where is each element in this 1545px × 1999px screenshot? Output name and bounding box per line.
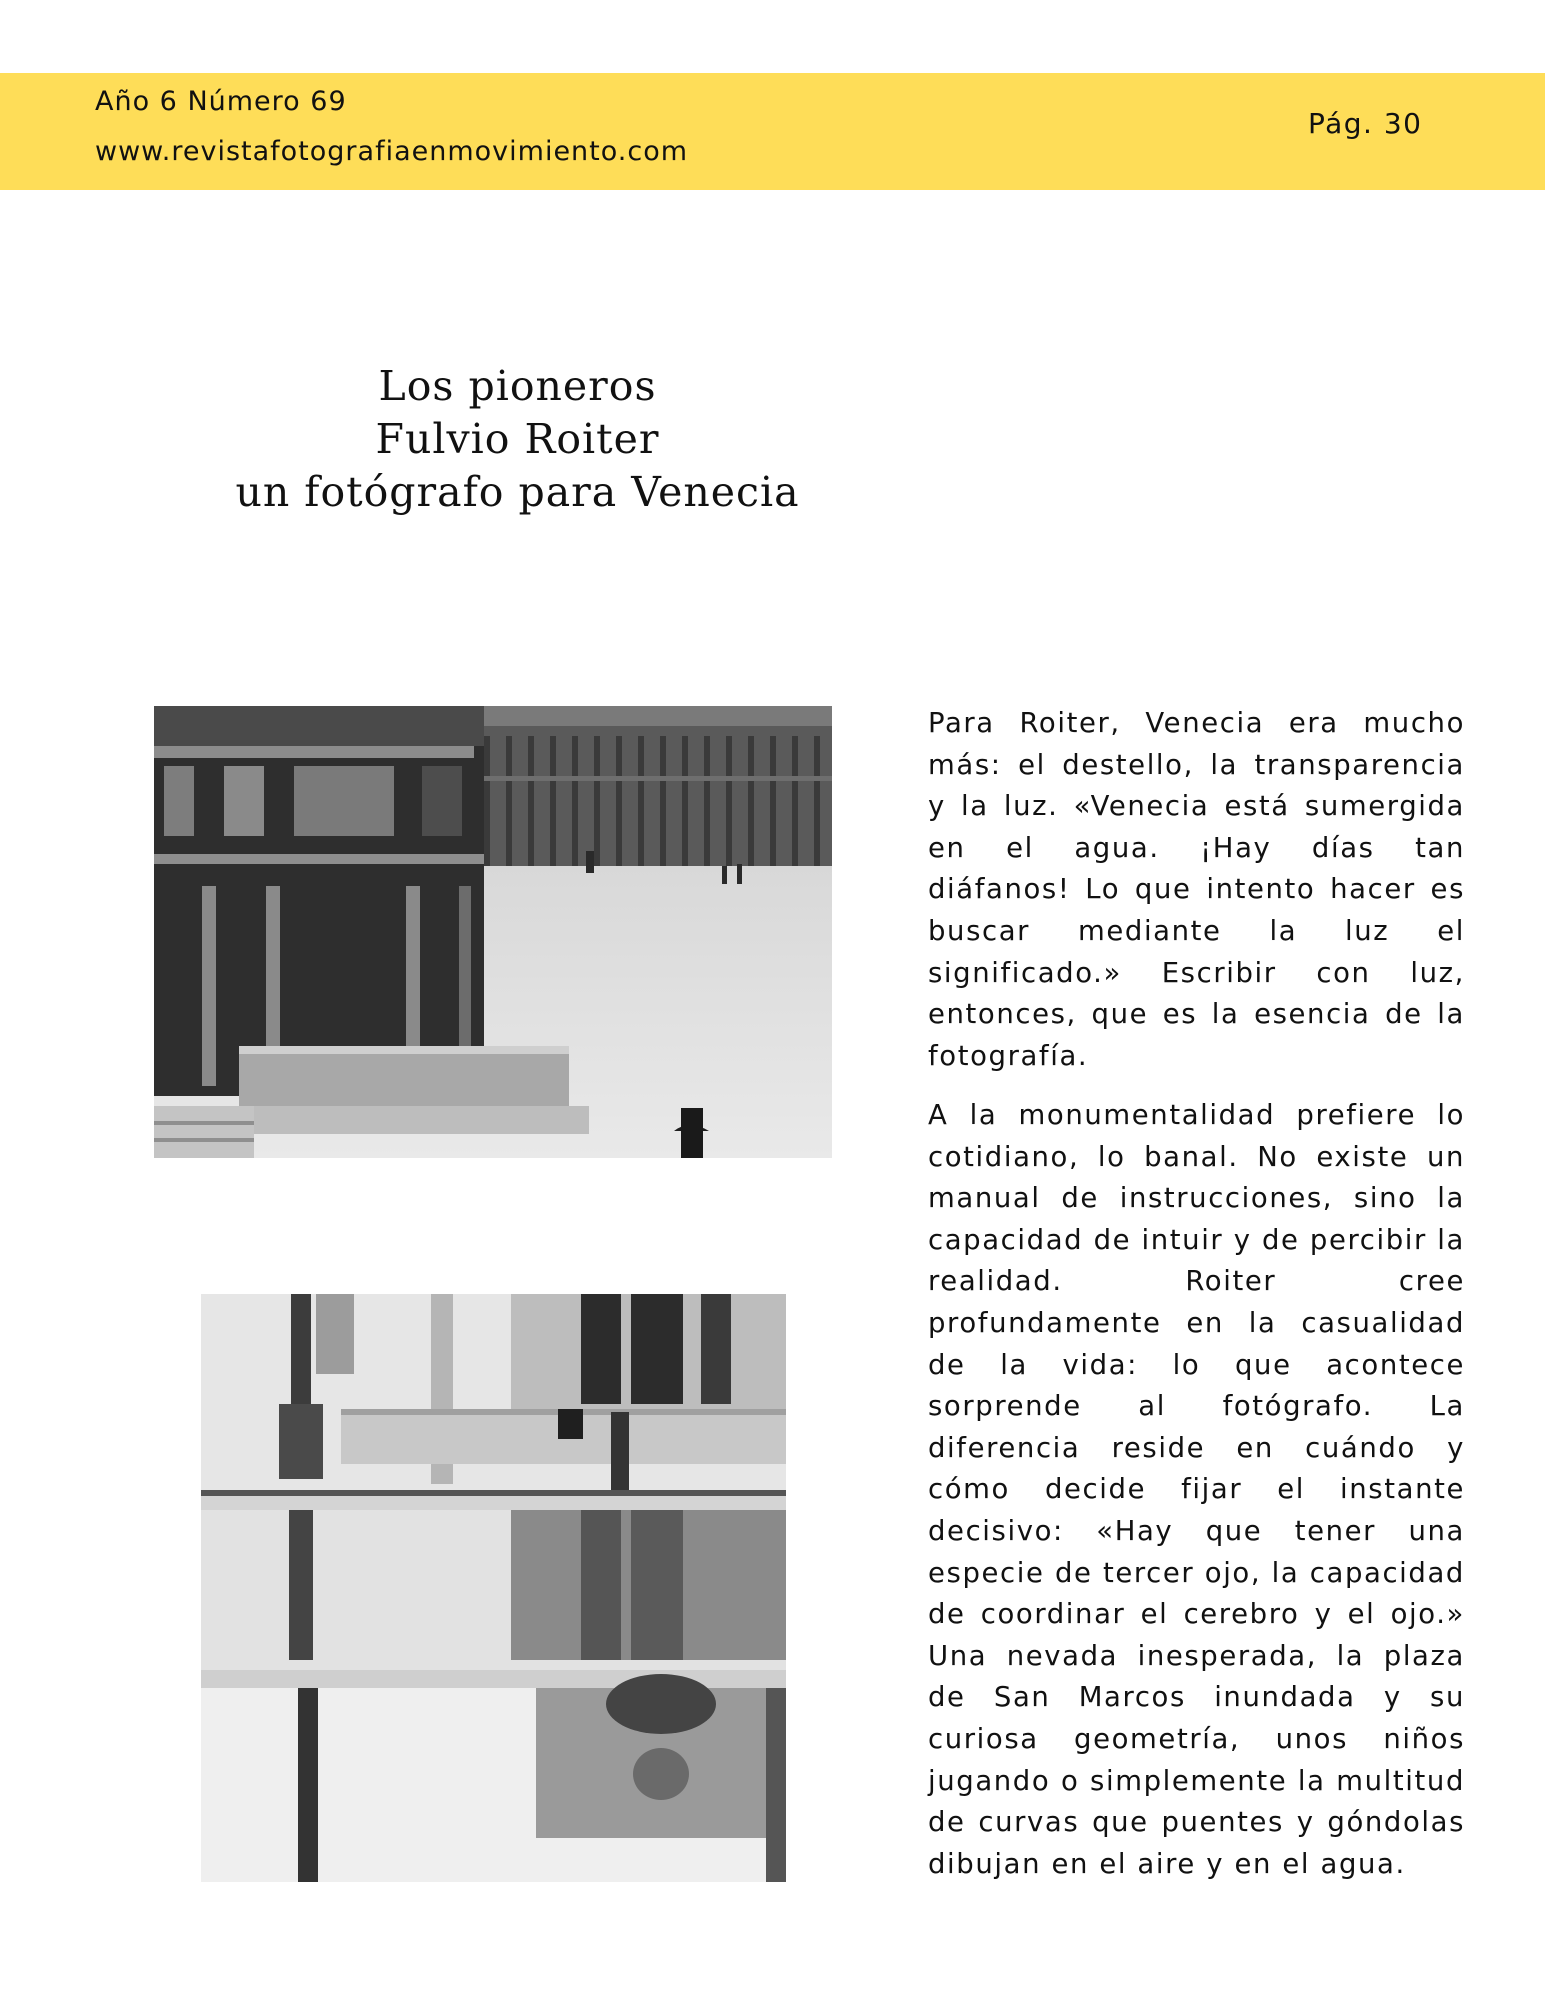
snow-square-photo: [154, 706, 832, 1158]
article-paragraph-1: Para Roiter, Venecia era mucho más: el destello, la transparencia y la luz. «Venecia está sumergida en el agua. ¡Hay días tan diáfanos! Lo que intento hacer es buscar mediante la luz el significado.» Escribir con luz, entonces, que es la esencia de la fotografía.: [928, 707, 1465, 1072]
website-link[interactable]: www.revistafotografiaenmovimiento.com: [95, 136, 689, 167]
flooded-square-reflection-photo: [201, 1294, 786, 1882]
title-line-1: Los pioneros: [378, 362, 657, 410]
article-paragraph-2: A la monumentalidad prefiere lo cotidiano, lo banal. No existe un manual de instrucciones, sino la capacidad de intuir y de percibir la realidad. Roiter cree profundamente en la casualidad de la vida: lo que acontece sorprende al fotógrafo. La diferencia reside en cuándo y cómo decide fijar el instante decisivo: «Hay que tener una especie de tercer ojo, la capacidad de coordinar el cerebro y el ojo.» Una nevada inesperada, la plaza de San Marcos inundada y su curiosa geometría, unos niños jugando o simplemente la multitud de curvas que puentes y góndolas dibujan en el aire y en el agua.: [928, 1099, 1465, 1880]
title-line-2: Fulvio Roiter: [375, 415, 660, 463]
title-line-3: un fotógrafo para Venecia: [235, 468, 800, 516]
issue-number: Año 6 Número 69: [95, 86, 347, 117]
page-number: Pág. 30: [1308, 107, 1423, 140]
article-title: [180, 360, 855, 519]
